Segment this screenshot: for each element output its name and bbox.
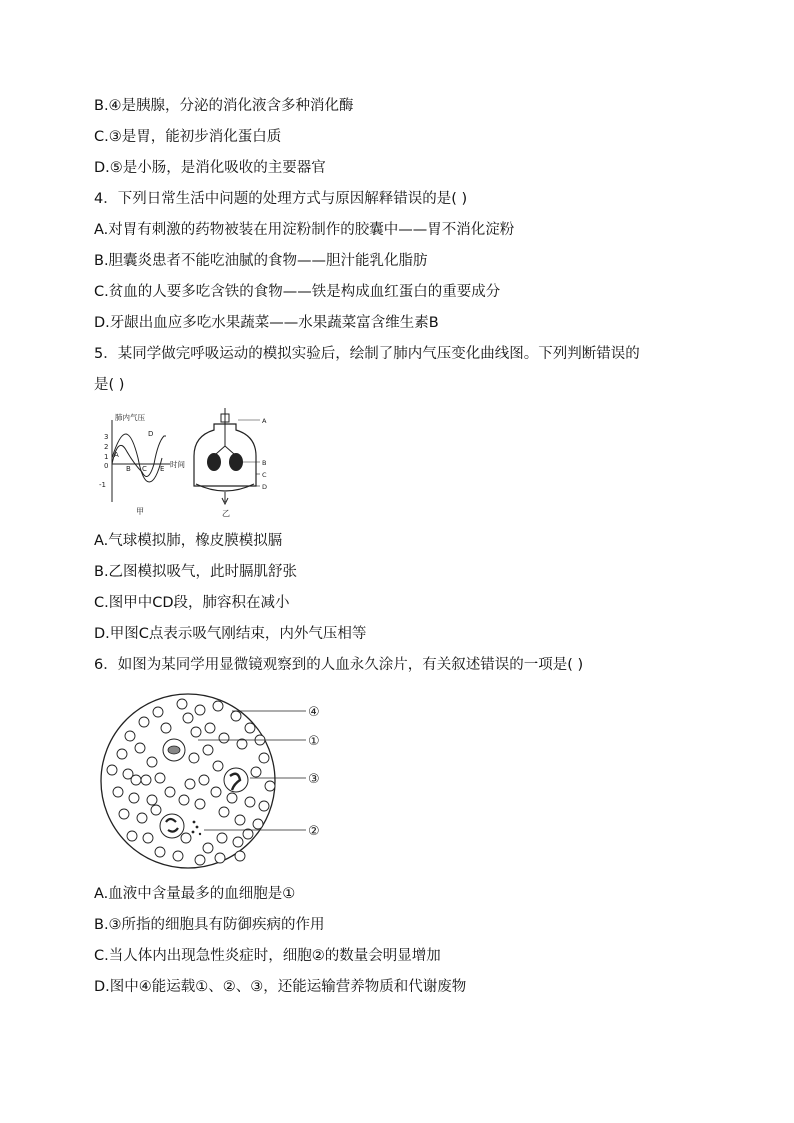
- trachea-branch: [216, 446, 234, 454]
- red-blood-cell: [195, 799, 205, 809]
- white-blood-cell-2: [160, 814, 184, 838]
- red-blood-cell: [179, 795, 189, 805]
- red-blood-cell: [259, 801, 269, 811]
- label-4: ④: [308, 705, 320, 720]
- y-tick-2: 2: [104, 443, 109, 451]
- q4-option-b: B.胆囊炎患者不能吃油腻的食物——胆汁能乳化脂肪: [94, 253, 428, 269]
- red-blood-cell: [213, 701, 223, 711]
- red-blood-cell: [265, 781, 275, 791]
- red-blood-cell: [137, 813, 147, 823]
- red-blood-cell: [131, 775, 141, 785]
- q4-option-d: D.牙龈出血应多吃水果蔬菜——水果蔬菜富含维生素B: [94, 315, 439, 331]
- red-blood-cell: [153, 707, 163, 717]
- red-blood-cell: [235, 851, 245, 861]
- graph-point-b: B: [126, 465, 131, 473]
- balloon-right: [229, 453, 243, 471]
- red-blood-cell: [155, 773, 165, 783]
- graph-ylabel: 肺内气压: [115, 413, 145, 422]
- red-blood-cell: [253, 819, 263, 829]
- red-blood-cell: [203, 843, 213, 853]
- red-blood-cell: [189, 753, 199, 763]
- red-blood-cell: [147, 757, 157, 767]
- red-blood-cell: [217, 833, 227, 843]
- red-blood-cell: [213, 761, 223, 771]
- red-blood-cell: [245, 723, 255, 733]
- label-1: ①: [308, 734, 320, 749]
- platelets: [192, 821, 202, 836]
- red-blood-cell: [233, 837, 243, 847]
- white-blood-cell-1: [163, 739, 185, 761]
- red-blood-cell: [227, 793, 237, 803]
- red-blood-cell: [143, 833, 153, 843]
- y-tick-neg1: -1: [99, 481, 106, 489]
- red-blood-cell: [195, 705, 205, 715]
- y-tick-1: 1: [104, 453, 109, 461]
- red-blood-cell: [125, 731, 135, 741]
- caption-right: 乙: [222, 509, 230, 518]
- red-blood-cell: [195, 855, 205, 865]
- red-blood-cells: [107, 699, 275, 865]
- graph-point-c: C: [142, 465, 147, 473]
- blood-smear-svg: [100, 688, 340, 874]
- model-label-d: D: [262, 483, 268, 491]
- caption-left: 甲: [136, 507, 144, 516]
- y-tick-3: 3: [104, 433, 109, 441]
- q5-option-a: A.气球模拟肺，橡皮膜模拟膈: [94, 533, 283, 549]
- red-blood-cell: [185, 779, 195, 789]
- q5-option-b: B.乙图模拟吸气，此时膈肌舒张: [94, 564, 298, 580]
- red-blood-cell: [211, 787, 221, 797]
- red-blood-cell: [199, 775, 209, 785]
- q5-option-c: C.图甲中CD段，肺容积在减小: [94, 595, 290, 611]
- q3-option-d: D.⑤是小肠，是消化吸收的主要器官: [94, 160, 326, 176]
- graph-point-d: D: [148, 430, 154, 438]
- graph-point-a: A: [114, 451, 119, 459]
- model-label-b: B: [262, 459, 267, 467]
- red-blood-cell: [177, 699, 187, 709]
- red-blood-cell: [183, 713, 193, 723]
- diaphragm-membrane: [196, 484, 254, 491]
- red-blood-cell: [129, 793, 139, 803]
- red-blood-cell: [235, 815, 245, 825]
- q4-option-c: C.贫血的人要多吃含铁的食物——铁是构成血红蛋白的重要成分: [94, 284, 501, 300]
- q5-option-d: D.甲图C点表示吸气刚结束，内外气压相等: [94, 626, 367, 642]
- red-blood-cell: [259, 753, 269, 763]
- red-blood-cell: [139, 717, 149, 727]
- red-blood-cell: [141, 775, 151, 785]
- red-blood-cell: [161, 723, 171, 733]
- red-blood-cell: [147, 795, 157, 805]
- red-blood-cell: [117, 749, 127, 759]
- red-blood-cell: [165, 787, 175, 797]
- red-blood-cell: [119, 809, 129, 819]
- red-blood-cell: [181, 833, 191, 843]
- graph-xlabel: 时间: [170, 460, 185, 469]
- pressure-curve-main: [112, 434, 165, 482]
- model-label-a: A: [262, 417, 267, 425]
- q4-stem: 4．下列日常生活中问题的处理方式与原因解释错误的是( ): [94, 191, 468, 207]
- red-blood-cell: [127, 831, 137, 841]
- q5-figure: [96, 406, 286, 520]
- q3-option-b: B.④是胰腺，分泌的消化液含多种消化酶: [94, 98, 354, 114]
- red-blood-cell: [151, 805, 161, 815]
- balloon-left: [207, 453, 221, 471]
- red-blood-cell: [135, 743, 145, 753]
- red-blood-cell: [243, 829, 253, 839]
- red-blood-cell: [231, 711, 241, 721]
- red-blood-cell: [155, 847, 165, 857]
- model-label-c: C: [262, 471, 267, 479]
- red-blood-cell: [113, 787, 123, 797]
- label-2: ②: [308, 824, 320, 839]
- red-blood-cell: [219, 807, 229, 817]
- q5-stem-line2: 是( ): [94, 377, 125, 393]
- q5-figure-svg: [96, 406, 286, 520]
- red-blood-cell: [251, 767, 261, 777]
- red-blood-cell: [205, 723, 215, 733]
- q6-stem: 6．如图为某同学用显微镜观察到的人血永久涂片，有关叙述错误的一项是( ): [94, 657, 584, 673]
- red-blood-cell: [245, 797, 255, 807]
- q6-option-a: A.血液中含量最多的血细胞是①: [94, 886, 296, 902]
- white-blood-cell-3: [224, 768, 248, 792]
- q6-option-c: C.当人体内出现急性炎症时，细胞②的数量会明显增加: [94, 948, 441, 964]
- red-blood-cell: [191, 727, 201, 737]
- q5-stem-line1: 5．某同学做完呼吸运动的模拟实验后，绘制了肺内气压变化曲线图。下列判断错误的: [94, 346, 640, 362]
- label-3: ③: [308, 772, 320, 787]
- graph-point-e: E: [160, 465, 165, 473]
- red-blood-cell: [219, 733, 229, 743]
- q6-figure: [100, 688, 340, 874]
- q4-option-a: A.对胃有刺激的药物被装在用淀粉制作的胶囊中——胃不消化淀粉: [94, 222, 515, 238]
- red-blood-cell: [237, 739, 247, 749]
- red-blood-cell: [203, 745, 213, 755]
- q3-option-c: C.③是胃，能初步消化蛋白质: [94, 129, 282, 145]
- q6-option-b: B.③所指的细胞具有防御疾病的作用: [94, 917, 325, 933]
- red-blood-cell: [173, 851, 183, 861]
- red-blood-cell: [107, 765, 117, 775]
- q6-option-d: D.图中④能运载①、②、③，还能运输营养物质和代谢废物: [94, 979, 467, 995]
- red-blood-cell: [215, 853, 225, 863]
- y-tick-0: 0: [104, 462, 109, 470]
